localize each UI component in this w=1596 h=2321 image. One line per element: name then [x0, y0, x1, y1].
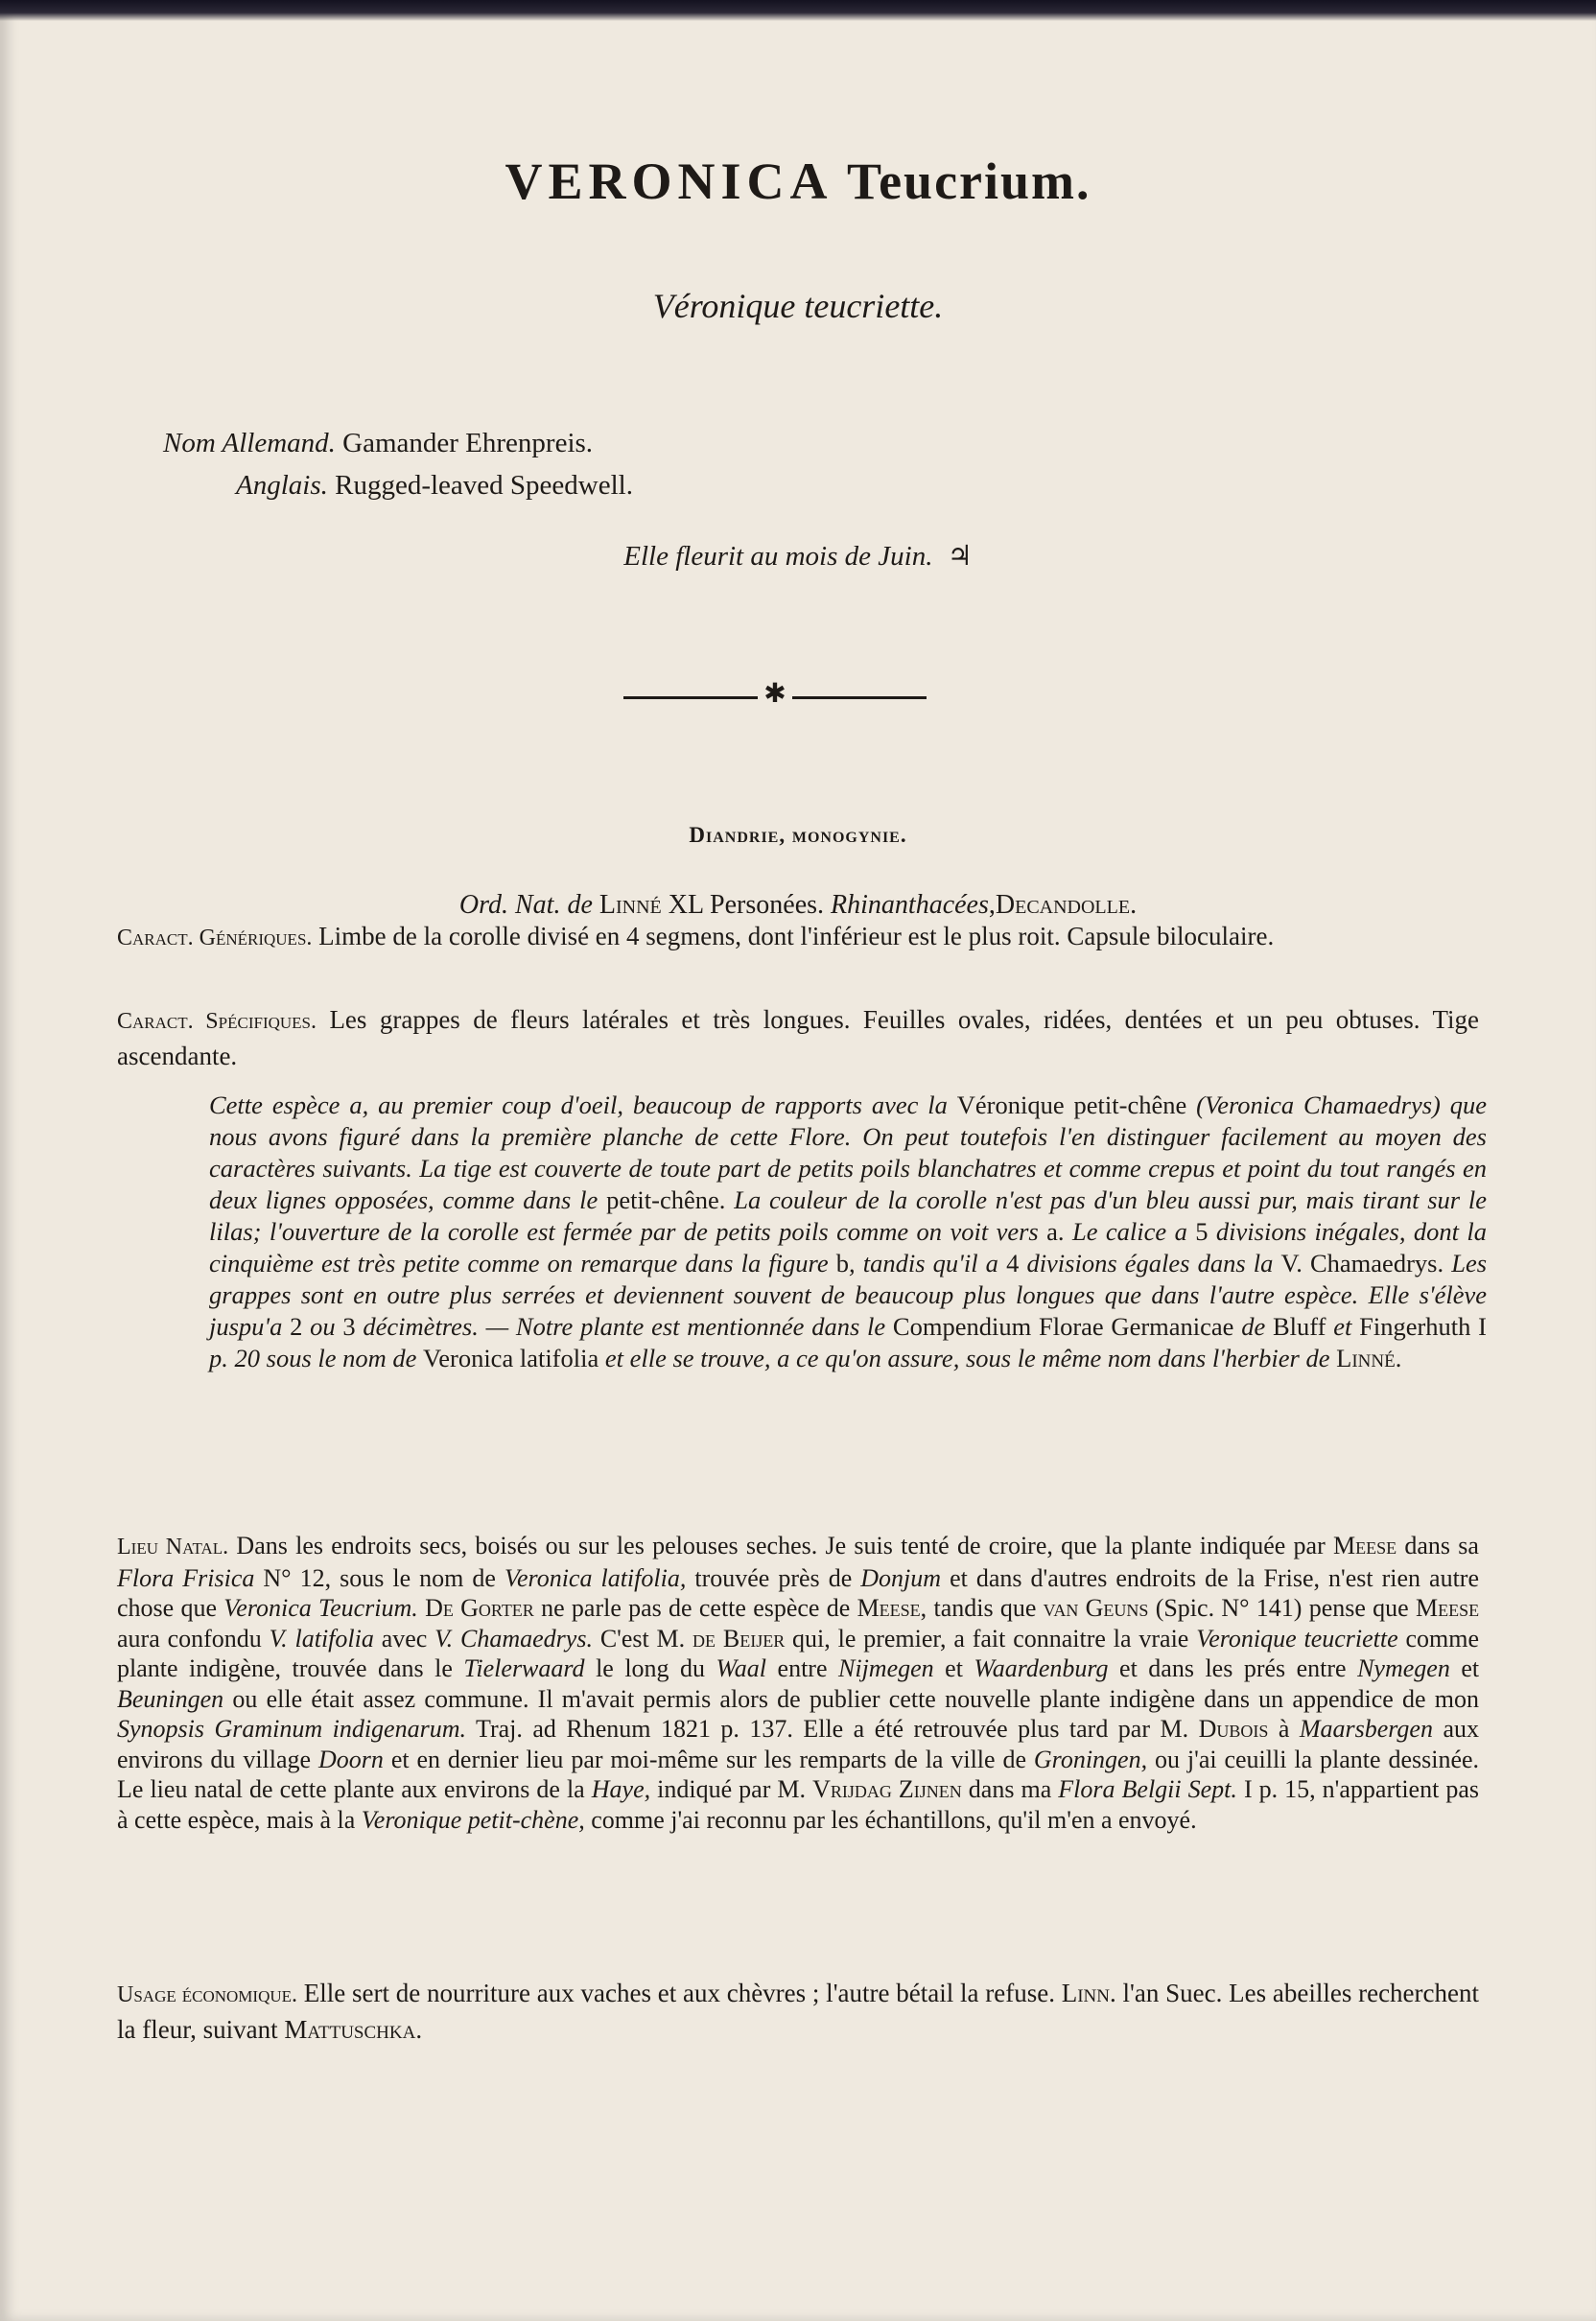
- lieu-ad: entre: [777, 1654, 828, 1682]
- economic-use: [117, 1976, 1479, 2047]
- economic-use-heading: Usage économique.: [117, 1982, 298, 2007]
- german-value: Gamander Ehrenpreis.: [342, 428, 594, 458]
- perennial-symbol: ♃: [947, 541, 973, 572]
- lieu-av: ou j'ai ceuilli la plante dessinée. Le lieu natal de cette plante aux environs de la: [117, 1745, 1480, 1803]
- flowering-time: [0, 539, 1596, 573]
- lieu-bc: Veronique petit-chène,: [361, 1805, 585, 1834]
- lieu-e: N° 12, sous le nom de: [263, 1563, 496, 1592]
- lieu-an: Traj. ad Rhenum 1821 p. 137. Elle a été retrouvée plus tard par M.: [476, 1715, 1189, 1743]
- usage-b: Linn.: [1061, 1979, 1116, 2007]
- lieu-g: trouvée près de: [694, 1563, 853, 1592]
- desc-9: divisions inégales, dont la cinquième est très petite comme on remarque dans la figure: [209, 1217, 1488, 1278]
- desc-25: p. 20 sous le nom de: [209, 1344, 417, 1372]
- lieu-k: De Gorter: [425, 1594, 534, 1622]
- lieu-al: ou elle était assez commune. Il m'avait permis alors de publier cette nouvelle plante indigène dans un appendice de mon: [232, 1684, 1479, 1713]
- desc-4: petit-chêne.: [606, 1185, 726, 1214]
- usage-c: l'an Suec. Les abeilles recherchent la fleur, suivant: [117, 1979, 1480, 2044]
- ord-decandolle: ,Decandolle.: [988, 890, 1138, 920]
- lieu-as: Doorn: [318, 1745, 384, 1773]
- desc-22: Bluff: [1272, 1312, 1326, 1341]
- desc-26: Veronica latifolia: [423, 1344, 599, 1372]
- specific-characters-heading: Caract. Spécifiques.: [117, 1009, 317, 1034]
- lieu-j: Veronica Teucrium.: [223, 1594, 418, 1622]
- ord-personees: XL Personées.: [668, 890, 825, 920]
- specific-characters-text: Les grappes de fleurs latérales et très longues. Feuilles ovales, ridées, dentées et un peu obtuses. Tige ascendante.: [117, 1005, 1479, 1070]
- lieu-ak: Beuningen: [117, 1684, 224, 1713]
- desc-17: ou: [310, 1312, 336, 1341]
- lieu-z: comme plante indigène, trouvée dans le: [117, 1624, 1480, 1682]
- lieu-a: Dans les endroits secs, boisés ou sur les pelouses seches. Je suis tenté de croire, que la plante indiquée par: [236, 1532, 1326, 1559]
- desc-24: Fingerhuth I: [1359, 1312, 1487, 1341]
- lieu-at: et en dernier lieu par moi-même sur les remparts de la ville de: [390, 1745, 1026, 1773]
- lieu-o: van Geuns: [1043, 1594, 1149, 1622]
- lieu-h: Donjum: [860, 1563, 942, 1592]
- lieu-x: qui, le premier, a fait connaitre la vraie: [792, 1624, 1189, 1653]
- lieu-c: dans sa: [1404, 1532, 1479, 1559]
- generic-characters: [117, 919, 1479, 955]
- lieu-aa: Tielerwaard: [463, 1654, 585, 1682]
- lieu-ac: Waal: [716, 1654, 767, 1682]
- desc-12: 4: [1006, 1249, 1020, 1278]
- lieu-ao: Dubois: [1198, 1715, 1269, 1743]
- lieu-bb: I p. 15, n'appartient pas à cette espèce, mais à la: [117, 1775, 1480, 1834]
- english-name-row: [163, 464, 633, 506]
- lieu-ap: à: [1278, 1715, 1290, 1743]
- lieu-ah: et dans les prés entre: [1119, 1654, 1347, 1682]
- desc-15: Les grappes sont en outre plus serrées et deviennent souvent de beaucoup plus longues que dans l'autre espèce. Elle s'élève juspu'a: [209, 1249, 1488, 1341]
- lieu-y: Veronique teucriette: [1196, 1624, 1398, 1653]
- german-label: Nom Allemand.: [163, 428, 336, 458]
- desc-20: Compendium Florae Germanicae: [892, 1312, 1234, 1341]
- desc-28: Linné.: [1336, 1344, 1402, 1372]
- ord-linne: Linné: [598, 890, 662, 920]
- lieu-af: et: [945, 1654, 963, 1682]
- lieu-aj: et: [1461, 1654, 1480, 1682]
- ord-prefix: Ord. Nat. de: [458, 890, 593, 920]
- divider-ornament: [623, 679, 927, 712]
- lieu-am: Synopsis Graminum indigenarum.: [117, 1715, 466, 1743]
- native-habitat-heading: Lieu Natal.: [117, 1535, 229, 1559]
- lieu-aq: Maarsbergen: [1299, 1715, 1433, 1743]
- lieu-n: tandis que: [933, 1594, 1037, 1622]
- lieu-ay: Vrijdag Zijnen: [812, 1775, 962, 1803]
- title-species: Teucrium.: [847, 152, 1091, 210]
- lieu-b: Meese: [1333, 1532, 1397, 1559]
- lieu-ai: Nymegen: [1357, 1654, 1450, 1682]
- natural-order: [0, 890, 1596, 921]
- desc-13: divisions égales dans la: [1026, 1249, 1274, 1278]
- desc-3: (Veronica Chamaedrys) que nous avons figuré dans la première planche de cette Flore. On peut toutefois l'en distinguer facilement au moyen des caractères suivants. La tige est couverte de toute part de petits poils blanchatres et comme crepus et point du tout rangés en deux lignes opposées, comme dans le: [209, 1090, 1487, 1214]
- lieu-w: de Beijer: [692, 1624, 786, 1653]
- german-name-row: [163, 422, 633, 464]
- lieu-d: Flora Frisica: [117, 1563, 255, 1592]
- desc-23: et: [1333, 1312, 1352, 1341]
- desc-14: V. Chamaedrys.: [1280, 1249, 1444, 1278]
- generic-characters-text: Limbe de la corolle divisé en 4 segmens, dont l'inférieur est le plus roit. Capsule biloculaire.: [318, 922, 1275, 950]
- native-habitat: [117, 1531, 1479, 1835]
- lieu-ae: Nijmegen: [838, 1654, 934, 1682]
- lieu-i: et dans d'autres endroits de la Frise, n'est rien autre chose que: [117, 1563, 1480, 1622]
- lieu-ax: indiqué par M.: [657, 1775, 807, 1803]
- lieu-u: V. Chamaedrys.: [434, 1624, 593, 1653]
- desc-16: 2: [290, 1312, 303, 1341]
- english-value: Rugged-leaved Speedwell.: [335, 470, 633, 501]
- lieu-p: (Spic. N° 141) pense que: [1155, 1594, 1409, 1622]
- title-genus: VERONICA: [505, 152, 833, 210]
- desc-11: , tandis qu'il a: [849, 1249, 998, 1278]
- desc-2: Véronique petit-chêne: [956, 1090, 1187, 1119]
- page-title: [0, 152, 1596, 211]
- lieu-t: avec: [381, 1624, 428, 1653]
- lieu-m: Meese,: [857, 1594, 927, 1622]
- lieu-r: aura confondu: [117, 1624, 262, 1653]
- vernacular-names: [163, 422, 633, 506]
- desc-21: de: [1241, 1312, 1266, 1341]
- lieu-az: dans ma: [968, 1775, 1052, 1803]
- desc-18: 3: [342, 1312, 356, 1341]
- asterisk-icon: ✱: [763, 679, 786, 709]
- lieu-s: V. latifolia: [269, 1624, 374, 1653]
- description-paragraph: [209, 1090, 1487, 1374]
- french-name: Véronique teucriette.: [652, 287, 944, 325]
- desc-27: et elle se trouve, a ce qu'on assure, sous le même nom dans l'herbier de: [604, 1344, 1330, 1372]
- lieu-ar: aux environs du village: [117, 1715, 1479, 1773]
- lieu-l: ne parle pas de cette espèce de: [541, 1594, 851, 1622]
- english-label: Anglais.: [236, 470, 328, 501]
- usage-d: Mattuschka.: [284, 2015, 423, 2044]
- ord-rhinanthacees: Rhinanthacées: [831, 890, 989, 920]
- desc-5: La couleur de la corolle n'est pas d'un bleu aussi pur, mais tirant sur le lilas; l'ouverture de la corolle est fermée par de petits poils comme on voit vers: [209, 1185, 1488, 1246]
- lieu-ag: Waardenburg: [974, 1654, 1109, 1682]
- desc-1: Cette espèce a, au premier coup d'oeil, beaucoup de rapports avec la: [209, 1090, 948, 1119]
- desc-8: 5: [1195, 1217, 1209, 1246]
- usage-a: Elle sert de nourriture aux vaches et aux chèvres ; l'autre bétail la refuse.: [303, 1979, 1055, 2007]
- divider-line-right: [792, 696, 927, 699]
- specific-characters: [117, 1002, 1479, 1073]
- linnaean-class: Diandrie, monogynie.: [689, 823, 907, 847]
- lieu-f: Veronica latifolia,: [505, 1563, 687, 1592]
- flowering-text: Elle fleurit au mois de Juin.: [623, 541, 933, 572]
- lieu-v: C'est M.: [599, 1624, 686, 1653]
- desc-19: décimètres. — Notre plante est mentionnée dans le: [363, 1312, 886, 1341]
- lieu-ba: Flora Belgii Sept.: [1058, 1775, 1237, 1803]
- desc-7: Le calice a: [1071, 1217, 1187, 1246]
- lieu-aw: Haye,: [591, 1775, 651, 1803]
- lieu-ab: le long du: [596, 1654, 706, 1682]
- desc-10: b: [835, 1249, 850, 1278]
- page-top-edge: [0, 0, 1596, 21]
- desc-6: a.: [1046, 1217, 1065, 1246]
- lieu-au: Groningen,: [1033, 1745, 1148, 1773]
- generic-characters-heading: Caract. Génériques.: [117, 926, 313, 950]
- lieu-bd: comme j'ai reconnu par les échantillons, qu'il m'en a envoyé.: [591, 1805, 1197, 1834]
- lieu-q: Meese: [1416, 1594, 1480, 1622]
